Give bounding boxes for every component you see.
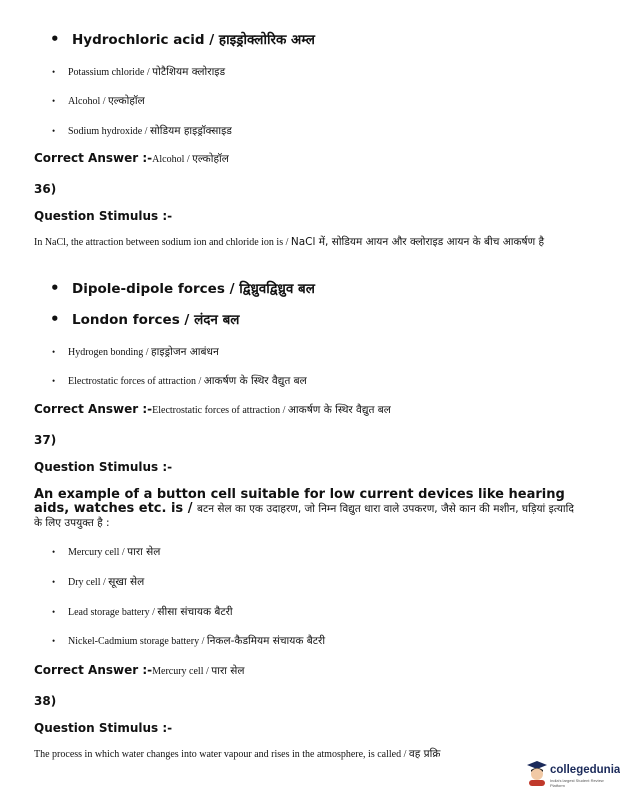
question-stimulus-label: Question Stimulus :- <box>34 460 173 474</box>
bullet: • <box>52 67 56 77</box>
bullet: • <box>52 347 56 357</box>
option-item: • London forces / लंदन बल <box>50 310 240 328</box>
bullet: • <box>52 577 56 587</box>
bullet: • <box>52 607 56 617</box>
graduate-avatar-icon <box>526 760 548 786</box>
bullet: • <box>50 310 60 328</box>
bullet: • <box>52 96 56 106</box>
option-item: • Alcohol / एल्कोहॉल <box>52 95 145 107</box>
question-stimulus-label: Question Stimulus :- <box>34 209 173 223</box>
option-item: • Electrostatic forces of attraction / आकर्षण के स्थिर वैद्युत बल <box>52 375 307 387</box>
question-number: 36) <box>34 182 57 196</box>
bullet: • <box>52 376 56 386</box>
bullet: • <box>52 126 56 136</box>
bullet: • <box>50 30 60 48</box>
option-item: • Potassium chloride / पोटैशियम क्लोराइड <box>52 66 226 78</box>
option-item: • Dipole-dipole forces / द्विध्रुवद्विध्रुव बल <box>50 279 315 297</box>
question-stimulus-label: Question Stimulus :- <box>34 721 173 735</box>
option-item: • Hydrochloric acid / हाइड्रोक्लोरिक अम्ल <box>50 30 315 48</box>
option-item: • Hydrogen bonding / हाइड्रोजन आबंधन <box>52 346 219 358</box>
collegedunia-logo <box>526 758 620 788</box>
question-stimulus: The process in which water changes into water vapour and rises in the atmosphere, is called / वह प्रक्रि <box>34 748 441 760</box>
logo-name: collegedunia <box>550 764 620 776</box>
bullet: • <box>52 547 56 557</box>
option-item: • Mercury cell / पारा सेल <box>52 546 161 558</box>
option-item: • Lead storage battery / सीसा संचायक बैटरी <box>52 606 233 618</box>
question-number: 37) <box>34 433 57 447</box>
option-item: • Nickel-Cadmium storage battery / निकल-कैडमियम संचायक बैटरी <box>52 635 326 647</box>
bullet: • <box>50 279 60 297</box>
question-number: 38) <box>34 694 57 708</box>
question-stimulus: An example of a button cell suitable for low current devices like hearing aids, watches etc. is / बटन सेल का एक उदाहरण, जो निम्न विद्युत धारा वाले उपकरण, जैसे कान की मशीन, घड़ियां इत्यादि के लिए उपयुक्त है : <box>34 487 574 529</box>
option-item: • Dry cell / सूखा सेल <box>52 576 145 588</box>
correct-answer: Correct Answer :-Mercury cell / पारा सेल <box>34 663 245 677</box>
bullet: • <box>52 636 56 646</box>
correct-answer: Correct Answer :-Electrostatic forces of attraction / आकर्षण के स्थिर वैद्युत बल <box>34 402 391 416</box>
correct-answer: Correct Answer :-Alcohol / एल्कोहॉल <box>34 151 229 165</box>
logo-tagline: India's largest Student Review Platform <box>550 778 604 788</box>
option-item: • Sodium hydroxide / सोडियम हाइड्रॉक्साइड <box>52 125 232 137</box>
question-stimulus: In NaCl, the attraction between sodium ion and chloride ion is / NaCl में, सोडियम आयन और क्लोराइड आयन के बीच आकर्षण है <box>34 236 545 248</box>
